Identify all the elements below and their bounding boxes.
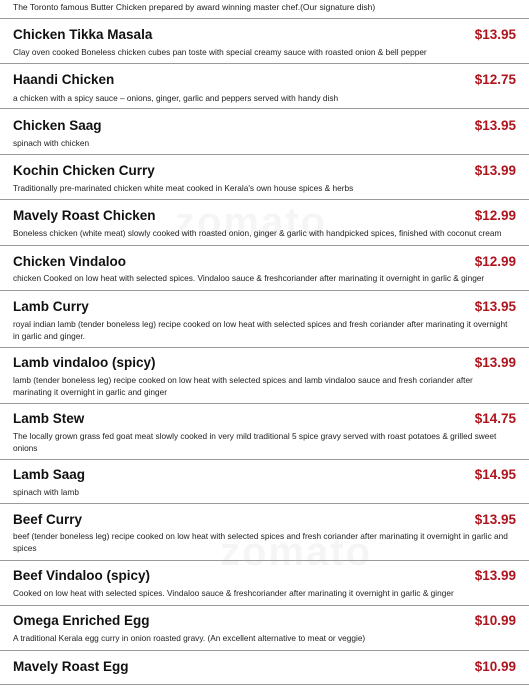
intro-text: The Toronto famous Butter Chicken prepared by award winning master chef.(Our signature dish) — [13, 2, 376, 12]
item-price: $13.95 — [474, 118, 516, 133]
item-price: $10.99 — [474, 659, 516, 674]
item-name: Beef Vindaloo (spicy) — [13, 568, 151, 583]
divider — [0, 560, 529, 561]
item-name: Beef Curry — [13, 512, 83, 527]
item-price: $13.95 — [474, 512, 516, 527]
item-price: $13.95 — [474, 299, 516, 314]
divider — [0, 503, 529, 504]
item-price: $12.75 — [474, 72, 516, 87]
item-description: spinach with lamb — [13, 487, 79, 497]
divider — [0, 63, 529, 64]
divider — [0, 403, 529, 404]
item-name: Kochin Chicken Curry — [13, 163, 155, 178]
item-price: $12.99 — [474, 254, 516, 269]
divider — [0, 650, 529, 651]
item-price: $13.99 — [474, 568, 516, 583]
item-description: royal indian lamb (tender boneless leg) recipe cooked on low heat with selected spices and fresh coriander after marinating it overnight in garlic and ginger. — [13, 319, 508, 341]
item-price: $13.99 — [474, 355, 516, 370]
item-name: Chicken Saag — [13, 118, 102, 133]
divider — [0, 18, 529, 19]
item-description: chicken Cooked on low heat with selected spices. Vindaloo sauce & freshcoriander after marinating it overnight in garlic & ginger — [13, 273, 485, 283]
divider — [0, 199, 529, 200]
item-name: Chicken Tikka Masala — [13, 27, 153, 42]
item-description: beef (tender boneless leg) recipe cooked on low heat with selected spices and fresh coriander after marinating it overnight in garlic and spices — [13, 531, 508, 553]
divider — [0, 108, 529, 109]
divider — [0, 245, 529, 246]
item-name: Lamb Curry — [13, 299, 89, 314]
item-name: Chicken Vindaloo — [13, 254, 127, 269]
item-description: Cooked on low heat with selected spices. Vindaloo sauce & freshcoriander after marinating it overnight in garlic & ginger — [13, 588, 454, 598]
item-name: Haandi Chicken — [13, 72, 115, 87]
item-description: lamb (tender boneless leg) recipe cooked on low heat with selected spices and lamb vindaloo sauce and fresh coriander after marinating it overnight in garlic and ginger — [13, 375, 473, 397]
divider — [0, 347, 529, 348]
item-name: Mavely Roast Egg — [13, 659, 129, 674]
item-name: Lamb vindaloo (spicy) — [13, 355, 156, 370]
item-description: The locally grown grass fed goat meat slowly cooked in very mild traditional 5 spice gravy served with roast potatoes & grilled sweet onions — [13, 431, 497, 453]
divider — [0, 290, 529, 291]
item-price: $13.99 — [474, 163, 516, 178]
item-price: $14.75 — [474, 411, 516, 426]
item-description: Boneless chicken (white meat) slowly cooked with roasted onion, ginger & garlic with handpicked spices, finished with coconut cream — [13, 228, 502, 238]
item-name: Omega Enriched Egg — [13, 613, 150, 628]
item-name: Lamb Saag — [13, 467, 86, 482]
item-description: spinach with chicken — [13, 138, 90, 148]
item-description: Traditionally pre-marinated chicken white meat cooked in Kerala's own house spices & herbs — [13, 183, 354, 193]
item-price: $10.99 — [474, 613, 516, 628]
divider — [0, 154, 529, 155]
item-description: Clay oven cooked Boneless chicken cubes pan toste with special creamy sauce with roasted onion & bell pepper — [13, 47, 427, 57]
item-name: Lamb Stew — [13, 411, 85, 426]
item-description: A traditional Kerala egg curry in onion roasted gravy. (An excellent alternative to meat or veggie) — [13, 633, 366, 643]
divider — [0, 684, 529, 685]
divider — [0, 459, 529, 460]
item-name: Mavely Roast Chicken — [13, 208, 156, 223]
item-description: a chicken with a spicy sauce – onions, ginger, garlic and peppers served with handy dish — [13, 93, 339, 103]
item-price: $12.99 — [474, 208, 516, 223]
divider — [0, 605, 529, 606]
item-price: $14.95 — [474, 467, 516, 482]
item-price: $13.95 — [474, 27, 516, 42]
